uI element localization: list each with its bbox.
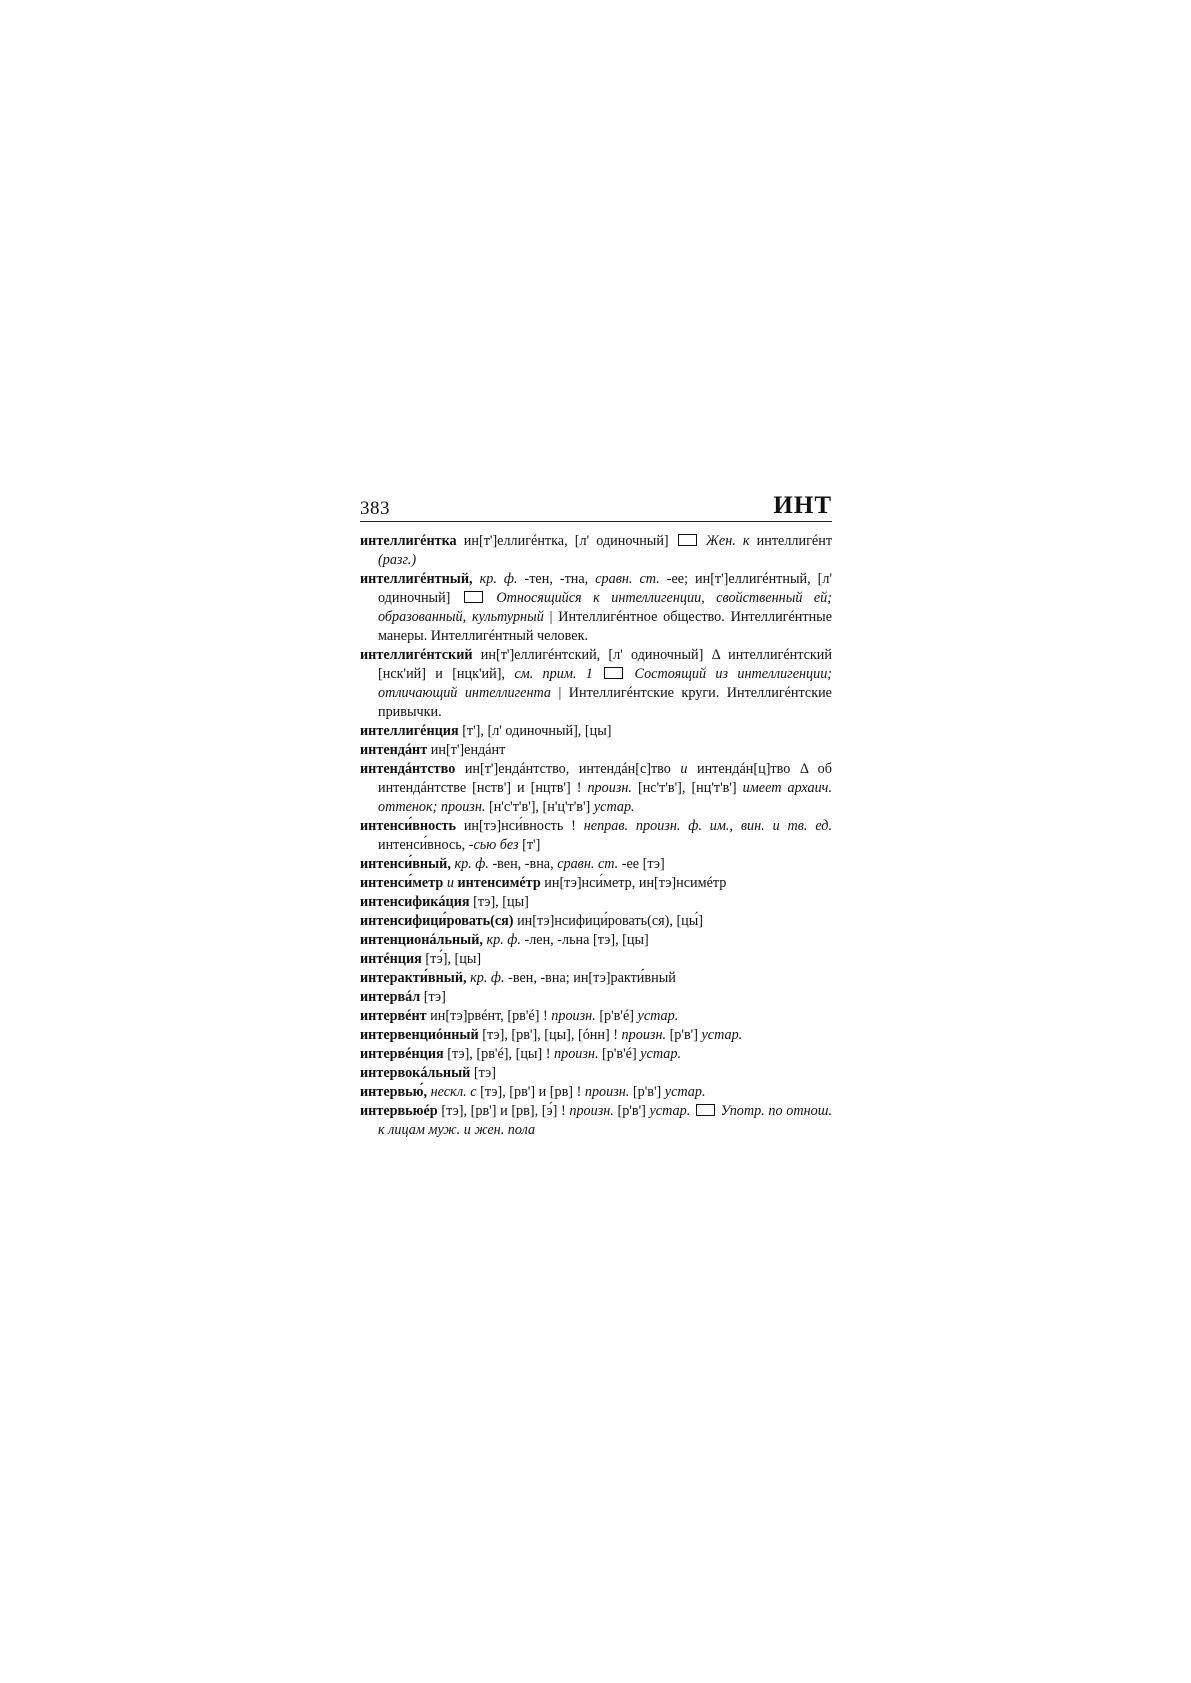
entry-conjunction: и: [443, 875, 458, 891]
entry-headword: интервокáльный: [360, 1065, 471, 1081]
entry-text: ин[тэ]рвéнт, [рв'é] !: [426, 1008, 552, 1024]
entry-grammar: сравн. ст.: [557, 856, 619, 872]
entry-text: [р'в']: [666, 1027, 702, 1043]
entry-text: [тэ]: [470, 1065, 496, 1081]
entry-text: ин[т']ендáнт: [427, 742, 506, 758]
running-head: ИНТ: [773, 492, 832, 519]
dictionary-entry: [360, 874, 832, 893]
entry-note: имеет архаич. оттенок; произн.: [378, 780, 832, 815]
entry-headword: интеракти́вный,: [360, 970, 467, 986]
entry-note: произн.: [554, 1046, 599, 1062]
entry-headword: интервéнция: [360, 1046, 444, 1062]
entry-note: произн.: [569, 1103, 614, 1119]
entry-text: [тэ], [рв'], [цы], [óнн] !: [478, 1027, 622, 1043]
entry-text: [р'в'é]: [595, 1008, 638, 1024]
dictionary-entry: [360, 1102, 832, 1140]
entry-text: [тэ], [рв'] и [рв] !: [476, 1084, 585, 1100]
entry-note: устар.: [640, 1046, 681, 1062]
entry-note: устар.: [664, 1084, 706, 1100]
entry-grammar: кр. ф.: [450, 856, 489, 872]
definition-box-icon: [604, 667, 623, 679]
dictionary-entry: [360, 969, 832, 988]
entry-headword: интервьюéр: [360, 1103, 438, 1119]
entry-note: -сью без: [468, 837, 519, 853]
dictionary-entry: [360, 931, 832, 950]
entry-note: устар.: [701, 1027, 743, 1043]
entry-text: ин[т']еллигéнтка, [л' одиночный]: [456, 533, 676, 549]
entry-note: произн.: [584, 1084, 630, 1100]
dictionary-entry: [360, 1045, 832, 1064]
entry-text: ин[тэ]нси́метр, ин[тэ]нсимéтр: [540, 875, 727, 891]
entry-text: [р'в']: [629, 1084, 665, 1100]
dictionary-entry: [360, 760, 832, 817]
page-header: [360, 488, 832, 522]
entry-note: устар.: [637, 1008, 679, 1024]
dictionary-entry: [360, 988, 832, 1007]
entry-headword-variant: интенсимéтр: [457, 875, 541, 891]
dictionary-entry: [360, 912, 832, 931]
entry-example: | Интеллигéнтное общество. Интеллигéнтные манеры. Интеллигéнтный человек.: [378, 609, 832, 644]
entry-headword: интенсифици́ровать(ся): [360, 913, 514, 929]
entry-text: ин[тэ]нсифици́ровать(ся), [цы́]: [513, 913, 704, 929]
entry-text: [тэ], [рв'é], [цы] !: [443, 1046, 554, 1062]
dictionary-entry: [360, 741, 832, 760]
entry-headword: интенсификáция: [360, 894, 470, 910]
entry-text: ин[т']еллигéнтский, [л' одиночный] Δ интеллигéнтский [нск'ий] и [нцк'ий],: [378, 647, 832, 682]
entry-text: -тен, -тна,: [517, 571, 596, 587]
entry-note: произн.: [587, 780, 632, 796]
entry-note: устар.: [593, 799, 635, 815]
dictionary-page: [360, 488, 832, 1140]
entry-text: ин[тэ]нси́вность !: [455, 818, 584, 834]
entry-grammar: кр. ф.: [482, 932, 521, 948]
entry-text: [р'в']: [613, 1103, 650, 1119]
entry-text: [р'в'é]: [598, 1046, 641, 1062]
entry-conjunction: и: [680, 761, 688, 777]
entry-headword: интеллигéнция: [360, 723, 459, 739]
entry-headword: интенси́вность: [360, 818, 456, 834]
entry-text: -лен, -льна [тэ], [цы]: [520, 932, 649, 948]
entry-headword: интенси́метр: [360, 875, 444, 891]
entry-text: [н'с'т'в'], [н'ц'т'в']: [485, 799, 594, 815]
entry-headword: интервенциóнный: [360, 1027, 479, 1043]
entry-gloss: Относящийся к интеллигенции, свойственный ей; образованный, культурный: [378, 590, 832, 625]
definition-box-icon: [464, 591, 483, 603]
entry-text: [т']: [518, 837, 541, 853]
entry-text: [нс'т'в'], [нц'т'в']: [631, 780, 743, 796]
dictionary-entry: [360, 893, 832, 912]
definition-box-icon: [696, 1104, 715, 1116]
entry-note: см. прим. 1: [514, 666, 593, 682]
page-number: 383: [360, 498, 390, 519]
entry-text: [тэ], [рв'] и [рв], [э́] !: [437, 1103, 570, 1119]
entry-text: -ее; ин[т']еллигéнтный, [л' одиночный]: [378, 571, 832, 606]
dictionary-entry: [360, 646, 832, 722]
entry-headword: интеллигéнтский: [360, 647, 473, 663]
dictionary-entry: [360, 1064, 832, 1083]
entry-text: [тэ], [цы]: [469, 894, 529, 910]
entry-text: [тэ́], [цы]: [421, 951, 482, 967]
dictionary-entry: [360, 1026, 832, 1045]
entry-text: интендáн[ц]тво Δ об интендáнтстве [нств'] и [нцтв'] !: [378, 761, 832, 796]
entry-headword: интеллигéнтка: [360, 533, 457, 549]
dictionary-entry: [360, 1007, 832, 1026]
entry-grammar: кр. ф.: [472, 571, 518, 587]
dictionary-entry: [360, 817, 832, 855]
entry-text: [т'], [л' одиночный], [цы]: [458, 723, 612, 739]
entry-gloss: Жен. к: [705, 533, 750, 549]
definition-box-icon: [678, 534, 697, 546]
entry-note: устар.: [649, 1103, 691, 1119]
dictionary-entry: [360, 722, 832, 741]
entry-note: неправ. произн. ф. им., вин. и тв. ед.: [583, 818, 832, 834]
entry-headword: интервéнт: [360, 1008, 427, 1024]
entry-grammar: сравн. ст.: [595, 571, 660, 587]
entry-headword: интендáнт: [360, 742, 428, 758]
dictionary-entry: [360, 950, 832, 969]
entry-note: (разг.): [378, 552, 417, 568]
entry-headword: интенси́вный,: [360, 856, 451, 872]
entry-headword: интéнция: [360, 951, 422, 967]
entry-note: произн.: [621, 1027, 667, 1043]
entry-grammar: нескл. с: [427, 1084, 477, 1100]
entry-headword: интендáнтство: [360, 761, 456, 777]
dictionary-entry: [360, 855, 832, 874]
entry-grammar: кр. ф.: [466, 970, 505, 986]
entries-list: [360, 532, 832, 1140]
entry-headword: интенционáльный,: [360, 932, 483, 948]
entry-gloss: Состоящий из интеллигенции; отличающий интеллигента: [378, 666, 833, 701]
entry-headword: интервью́,: [360, 1084, 428, 1100]
entry-text: -вен, -вна; ин[тэ]ракти́вный: [504, 970, 676, 986]
entry-example: | Интеллигéнтские круги. Интеллигéнтские привычки.: [378, 685, 832, 720]
dictionary-entry: [360, 1083, 832, 1102]
entry-headword: интервáл: [360, 989, 421, 1005]
dictionary-entry: [360, 532, 832, 570]
dictionary-entry: [360, 570, 832, 646]
entry-text: интенси́внось,: [378, 837, 469, 853]
entry-text: ин[т']ендáнтство, интендáн[с]тво: [455, 761, 681, 777]
entry-text: [тэ]: [420, 989, 446, 1005]
entry-gloss: Употр. по отнош. к лицам муж. и жен. пола: [378, 1103, 833, 1138]
entry-note: произн.: [551, 1008, 596, 1024]
entry-headword: интеллигéнтный,: [360, 571, 473, 587]
entry-text: -вен, -вна,: [488, 856, 558, 872]
entry-text: интеллигéнт: [749, 533, 833, 549]
entry-text: -ее [тэ]: [618, 856, 665, 872]
